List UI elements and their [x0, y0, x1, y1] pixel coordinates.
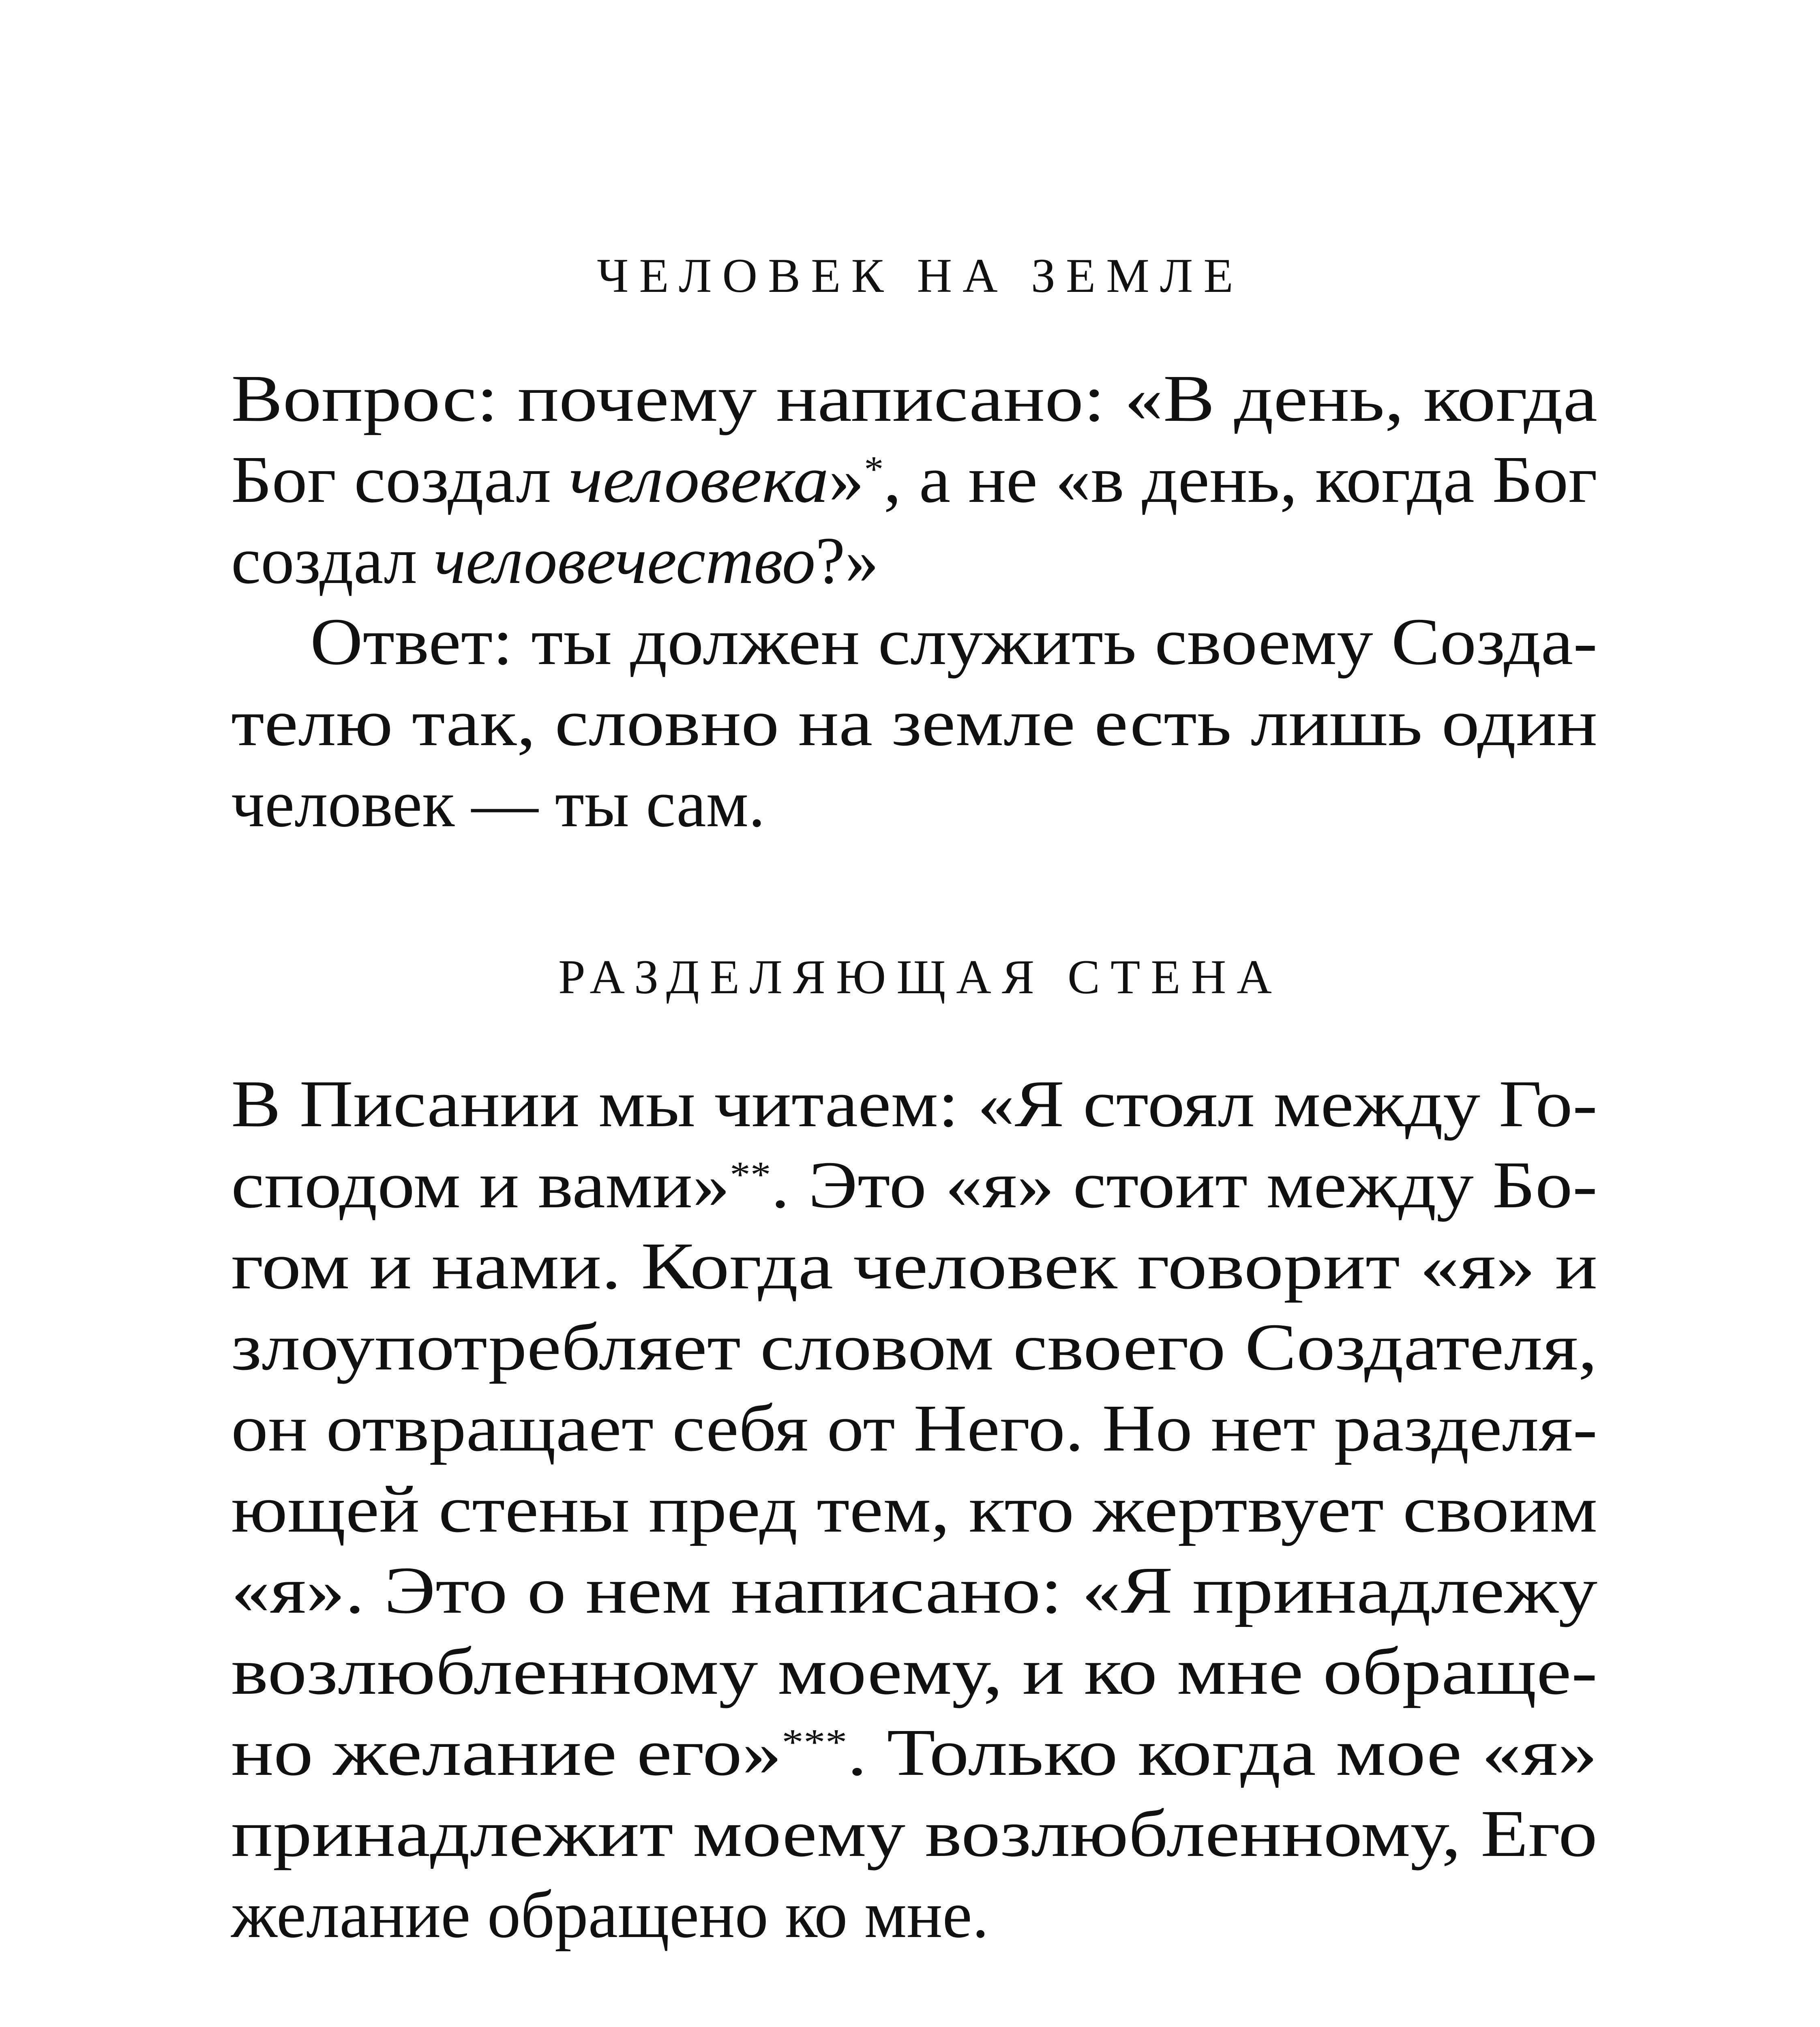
paragraph-line: возлюбленному моему, и ко мне обраще-	[231, 1634, 1598, 1708]
footnote-ref: ***	[782, 1722, 847, 1763]
paragraph-line	[231, 1715, 1598, 1789]
paragraph-line: он отвращает себя от Него. Но нет разделя-	[231, 1391, 1597, 1465]
section-heading-razdelyayushchaya-stena: РАЗДЕЛЯЮЩАЯ СТЕНА	[558, 950, 1282, 1004]
section-heading-chelovek-na-zemle: ЧЕЛОВЕК НА ЗЕМЛЕ	[597, 249, 1244, 302]
text-run: Бог создал	[231, 442, 569, 516]
text-run: создал	[231, 523, 434, 598]
paragraph-line: принадлежит моему возлюбленному, Его	[231, 1796, 1598, 1871]
paragraph-line: В Писании мы читаем: «Я стоял между Го-	[231, 1067, 1597, 1141]
text-run: ?»	[815, 523, 879, 598]
text-run: , а не «в день, когда Бог	[883, 442, 1597, 516]
emphasis-text: человечество	[434, 523, 816, 598]
footnote-ref: **	[730, 1154, 771, 1196]
text-run: . Только когда мое «я»	[847, 1715, 1598, 1789]
paragraph-line: ющей стены пред тем, кто жертвует своим	[231, 1472, 1597, 1546]
paragraph-line: «я». Это о нем написано: «Я принадлежу	[231, 1553, 1597, 1627]
text-run: »	[828, 442, 864, 516]
paragraph-line: гом и нами. Когда человек говорит «я» и	[231, 1229, 1597, 1303]
emphasis-text: человека	[569, 442, 829, 516]
paragraph-line	[231, 442, 1597, 516]
footnote-ref: *	[864, 449, 884, 490]
paragraph-line	[231, 523, 879, 598]
text-run: но желание его»	[231, 1715, 782, 1789]
paragraph-line: желание обращено ко мне.	[231, 1877, 989, 1952]
paragraph-line: Ответ: ты должен служить своему Созда-	[310, 604, 1597, 679]
text-run: сподом и вами»	[231, 1148, 730, 1222]
paragraph-line: Вопрос: почему написано: «В день, когда	[231, 361, 1597, 435]
paragraph-line	[231, 1148, 1597, 1222]
paragraph-line: злоупотребляет словом своего Создателя,	[231, 1310, 1597, 1384]
paragraph-line: человек — ты сам.	[231, 767, 765, 841]
text-run: . Это «я» стоит между Бо-	[771, 1148, 1597, 1222]
paragraph-line: телю так, словно на земле есть лишь один	[231, 686, 1597, 760]
